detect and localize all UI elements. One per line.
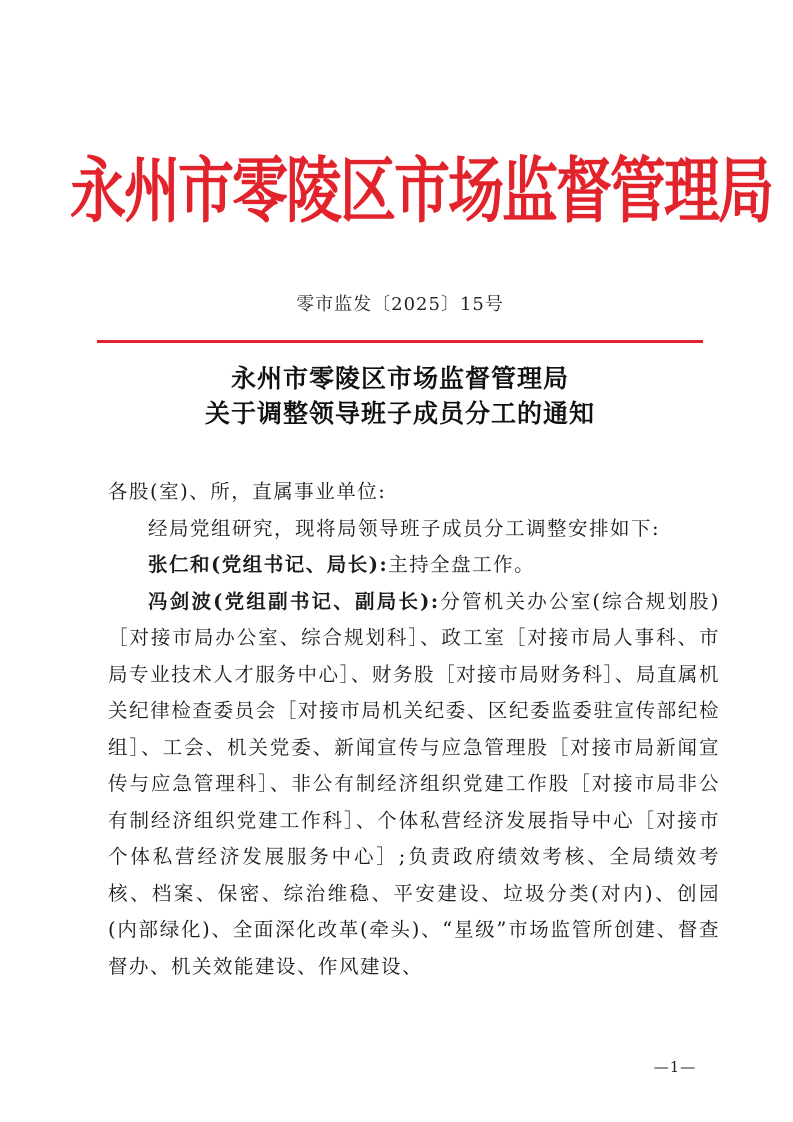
intro-paragraph: 经局党组研究，现将局领导班子成员分工调整安排如下: [148, 516, 661, 540]
assignment-paragraph [108, 584, 720, 986]
assignment-name-role: 张仁和(党组书记、局长): [148, 553, 389, 576]
assignment-duties: 分管机关办公室(综合规划股)［对接市局办公室、综合规划科］、政工室［对接市局人事科、市局专业技术人才服务中心］、财务股［对接市局财务科］、局直属机关纪律检查委员会［对接市局机关纪委、区纪委监委驻宣传部纪检组］、工会、机关党委、新闻宣传与应急管理股［对接市局新闻宣传与应急管理科］、非公有制经济组织党建工作股［对接市局非公有制经济组织党建工作科］、个体私营经济发展指导中心［对接市个体私营经济发展服务中心］;负责政府绩效考核、全局绩效考核、档案、保密、综治维稳、平安建设、垃圾分类(对内)、创园(内部绿化)、全面深化改革(牵头)、“星级”市场监管所创建、督查督办、机关效能建设、作风建设、 [108, 589, 721, 978]
page-number: —1— [653, 1058, 697, 1076]
document-title-line2: 关于调整领导班子成员分工的通知 [204, 399, 595, 428]
assignment-paragraph [108, 547, 720, 584]
agency-masthead: 永州市零陵区市场监督管理局 [70, 148, 772, 234]
document-number: 零市监发〔2025〕15号 [296, 294, 504, 315]
assignment-duties: 主持全盘工作。 [388, 553, 536, 576]
document-body [108, 474, 720, 985]
red-divider-line [97, 340, 703, 343]
document-title-line1: 永州市零陵区市场监督管理局 [230, 364, 569, 393]
assignment-name-role: 冯剑波(党组副书记、副局长): [148, 589, 440, 613]
salutation: 各股(室)、所，直属事业单位: [108, 480, 387, 503]
